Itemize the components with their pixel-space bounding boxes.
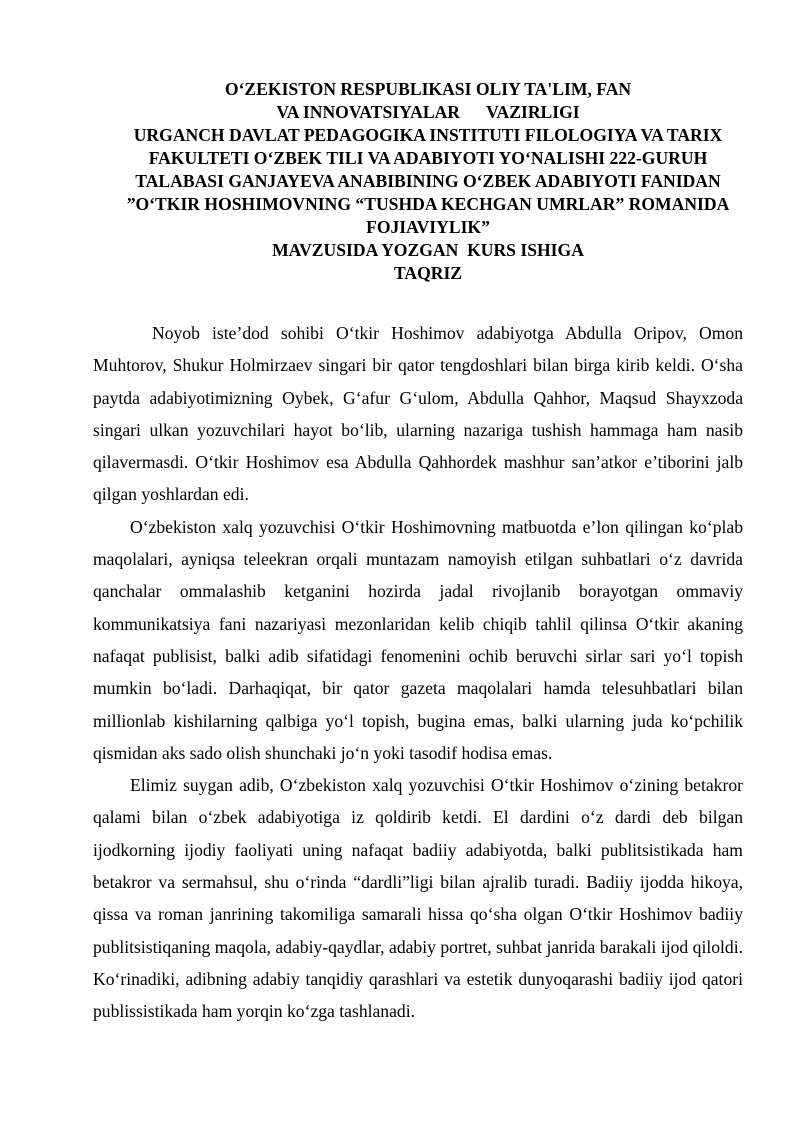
heading-line-institute: URGANCH DAVLAT PEDAGOGIKA INSTITUTI FILOLOGIYA VA TARIX <box>133 125 723 145</box>
body-paragraph-3: Elimiz suygan adib, O‘zbekiston xalq yozuvchisi O‘tkir Hoshimov o‘zining betakror qalami bilan o‘zbek adabiyotiga iz qoldirib ketdi. El dardini o‘z dardi deb bilgan ijodkorning ijodiy faoliyati uning nafaqat badiiy adabiyotda, balki publitsistikada ham betakror va sermahsul, shu o‘rinda “dardli”ligi bilan ajralib turadi. Badiiy ijodda hikoya, qissa va roman janrining takomiliga samarali hissa qo‘sha olgan O‘tkir Hoshimov badiiy publitsistiqaning maqola, adabiy-qaydlar, adabiy portret, suhbat janrida barakali ijod qiloldi. Ko‘rinadiki, adibning adabiy tanqidiy qarashlari va estetik dunyoqarashi badiiy ijod qatori publissistikada ham yorqin ko‘zga tashlanadi. <box>93 775 743 1022</box>
document-heading <box>94 78 762 285</box>
heading-line-course-work: MAVZUSIDA YOZGAN KURS ISHIGA <box>272 240 584 260</box>
body-paragraph-2: O‘zbekiston xalq yozuvchisi O‘tkir Hoshimovning matbuotda e’lon qilingan ko‘plab maqolalari, ayniqsa teleekran orqali muntazam namoyish etilgan suhbatlari o‘z davrida qanchalar ommalashib ketganini hozirda jadal rivojlanib borayotgan ommaviy kommunikatsiya fani nazariyasi mezonlaridan kelib chiqib tahlil qilinsa O‘tkir akaning nafaqat publisist, balki adib sifatidagi fenomenini ochib beruvchi sirlar sari yo‘l topish mumkin bo‘ladi. Darhaqiqat, bir qator gazeta maqolalari hamda telesuhbatlari bilan millionlab kishilarning qalbiga yo‘l topish, bugina emas, balki ularning juda ko‘pchilik qismidan aks sado olish shunchaki jo‘n yoki tasodif hodisa emas. <box>93 516 743 763</box>
heading-line-topic: ”O‘TKIR HOSHIMOVNING “TUSHDA KECHGAN UMRLAR” ROMANIDA <box>126 194 730 214</box>
heading-line-student: TALABASI GANJAYEVA ANABIBINING O‘ZBEK ADABIYOTI FANIDAN <box>135 171 721 191</box>
heading-line-ministry-cont: VA INNOVATSIYALAR VAZIRLIGI <box>276 102 580 122</box>
heading-line-ministry: O‘ZEKISTON RESPUBLIKASI OLIY TA'LIM, FAN <box>224 79 632 99</box>
heading-line-review-title: TAQRIZ <box>393 263 463 283</box>
document-body <box>93 317 743 1028</box>
heading-line-faculty: FAKULTETI O‘ZBEK TILI VA ADABIYOTI YO‘NALISHI 222-GURUH <box>148 148 708 168</box>
heading-line-topic-cont: FOJIAVIYLIK” <box>366 217 490 237</box>
body-paragraph-1: Noyob iste’dod sohibi O‘tkir Hoshimov adabiyotga Abdulla Oripov, Omon Muhtorov, Shukur Holmirzaev singari bir qator tengdoshlari bilan birga kirib keldi. O‘sha paytda adabiyotimizning Oybek, G‘afur G‘ulom, Abdulla Qahhor, Maqsud Shayxzoda singari ulkan yozuvchilari hayot bo‘lib, ularning nazariga tushish hammaga ham nasib qilavermasdi. O‘tkir Hoshimov esa Abdulla Qahhordek mashhur san’atkor e’tiborini jalb qilgan yoshlardan edi. <box>93 323 743 505</box>
